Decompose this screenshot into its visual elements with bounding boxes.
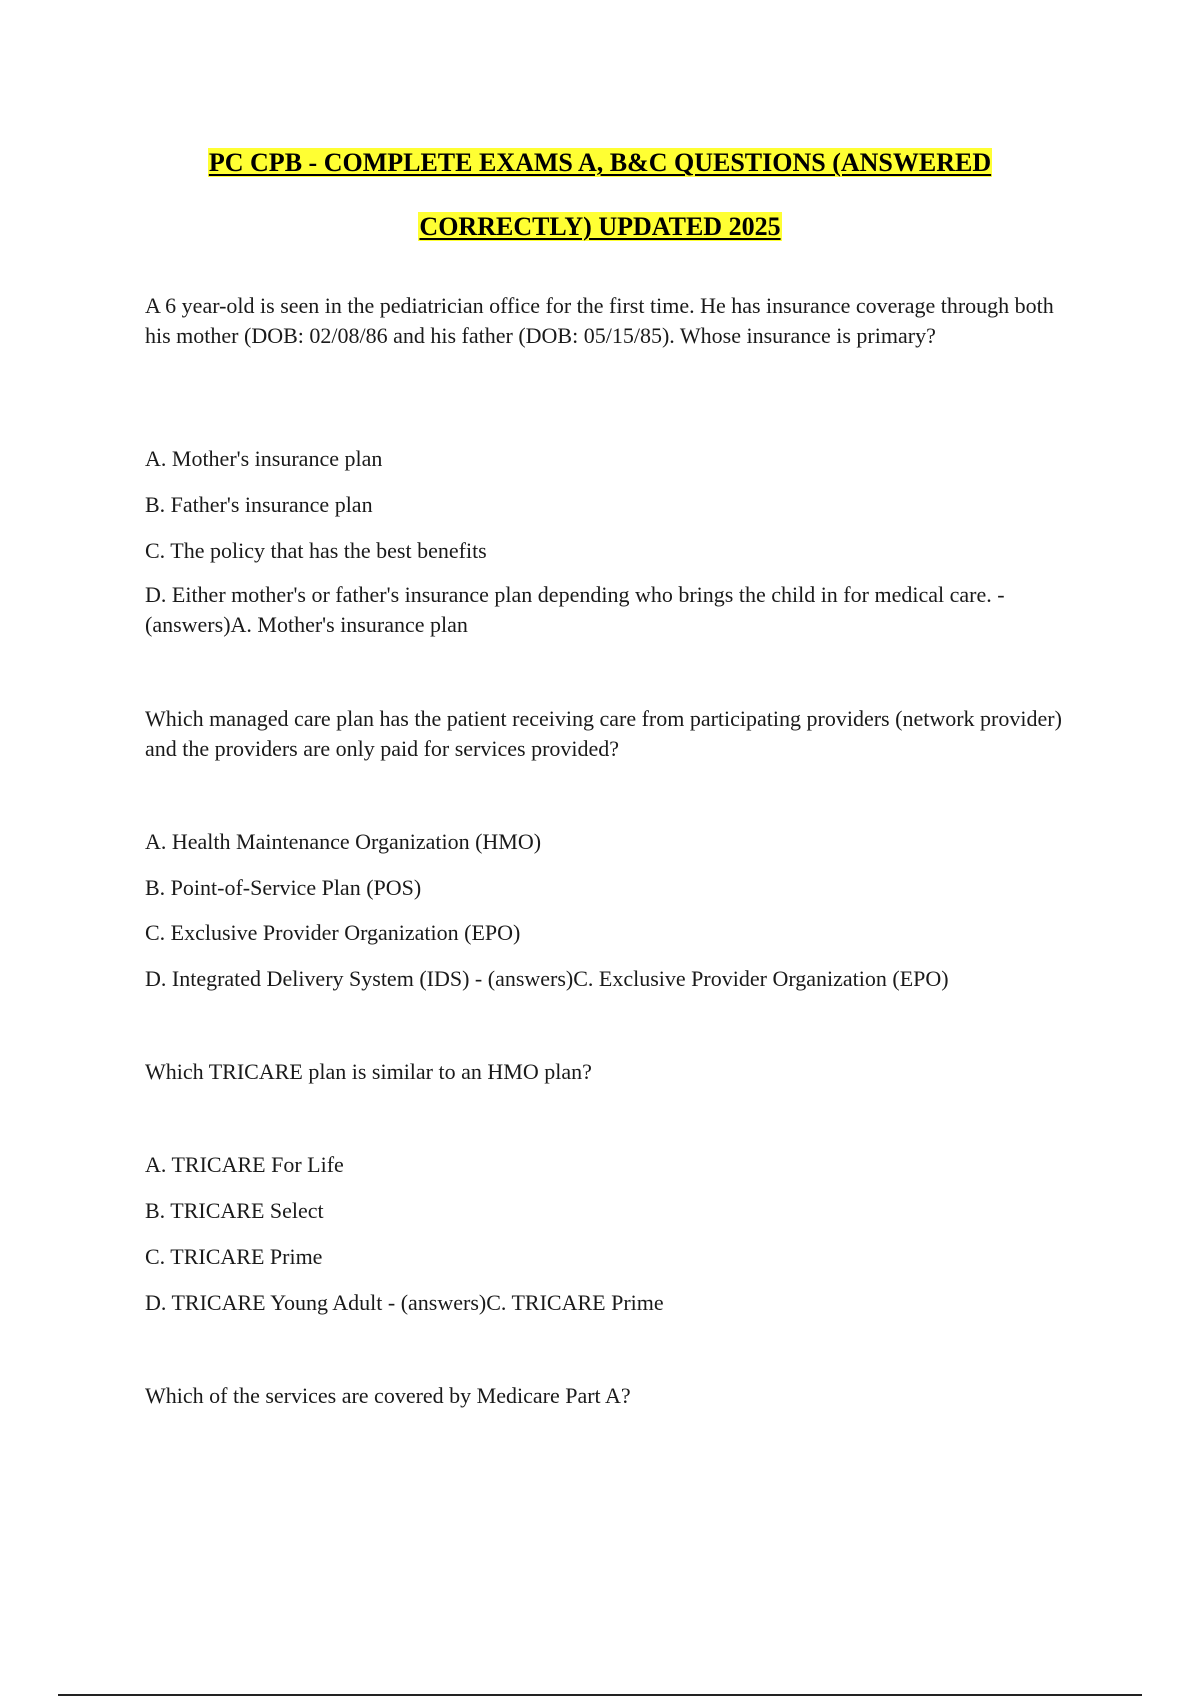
option-text: D. TRICARE Young Adult - (answers)C. TRICARE Prime (145, 1290, 664, 1315)
question-text: Which of the services are covered by Medicare Part A? (145, 1383, 631, 1408)
document-title-line-1 (0, 146, 1200, 180)
document-title-line-2 (0, 210, 1200, 244)
option-2d-with-answer (145, 964, 1075, 994)
question-text: Which managed care plan has the patient receiving care from participating providers (network provider) and the providers are only paid for services provided? (145, 706, 1062, 761)
question-4 (145, 1381, 1075, 1411)
option-2b (145, 873, 1075, 903)
option-3c (145, 1242, 1075, 1272)
option-text: D. Integrated Delivery System (IDS) - (answers)C. Exclusive Provider Organization (EPO) (145, 966, 949, 991)
title-highlight-1: PC CPB - COMPLETE EXAMS A, B&C QUESTIONS (ANSWERED (208, 148, 992, 177)
option-2a (145, 827, 1075, 857)
question-text: Which TRICARE plan is similar to an HMO plan? (145, 1059, 592, 1084)
question-2 (145, 704, 1075, 764)
option-1b (145, 490, 1075, 520)
option-3a (145, 1150, 1075, 1180)
option-text: C. The policy that has the best benefits (145, 538, 487, 563)
page-bottom-rule (58, 1694, 1142, 1696)
question-text: A 6 year-old is seen in the pediatrician office for the first time. He has insurance coverage through both his mother (DOB: 02/08/86 and his father (DOB: 05/15/85). Whose insurance is primary? (145, 293, 1054, 348)
title-highlight-2: CORRECTLY) UPDATED 2025 (419, 212, 781, 241)
question-1 (145, 291, 1075, 351)
question-3 (145, 1057, 1075, 1087)
option-1c (145, 536, 1075, 566)
option-2c (145, 918, 1075, 948)
option-text: A. Mother's insurance plan (145, 446, 383, 471)
option-text: B. Point-of-Service Plan (POS) (145, 875, 422, 900)
option-1d-with-answer (145, 580, 1075, 640)
option-text: D. Either mother's or father's insurance plan depending who brings the child in for medical care. - (answers)A. Mother's insurance plan (145, 582, 1005, 637)
option-1a (145, 444, 1075, 474)
option-text: C. TRICARE Prime (145, 1244, 323, 1269)
option-3d-with-answer (145, 1288, 1075, 1318)
option-3b (145, 1196, 1075, 1226)
option-text: B. TRICARE Select (145, 1198, 324, 1223)
option-text: A. Health Maintenance Organization (HMO) (145, 829, 542, 854)
option-text: B. Father's insurance plan (145, 492, 373, 517)
option-text: C. Exclusive Provider Organization (EPO) (145, 920, 521, 945)
option-text: A. TRICARE For Life (145, 1152, 344, 1177)
